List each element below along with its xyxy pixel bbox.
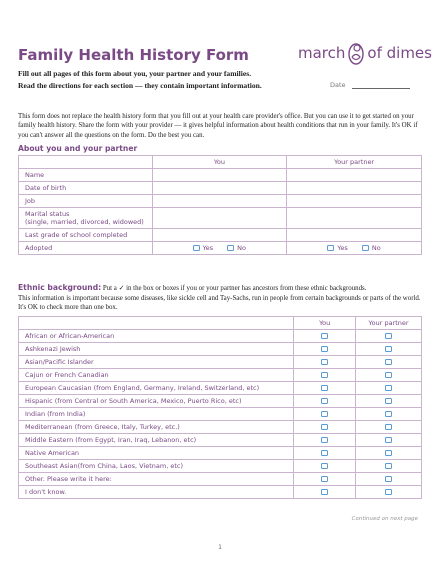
you-marital-field[interactable] xyxy=(152,208,287,229)
ethnic-you-cell xyxy=(294,486,356,499)
logo-mark-icon xyxy=(346,39,366,67)
ethnic-partner-checkbox[interactable] xyxy=(385,450,392,456)
ethnic-table xyxy=(18,316,422,499)
you-dob-field[interactable] xyxy=(152,182,287,195)
logo-text-of-dimes: of dimes xyxy=(367,44,432,62)
ethnic-you-checkbox[interactable] xyxy=(321,385,328,391)
ethnic-you-cell xyxy=(294,330,356,343)
partner-marital-field[interactable] xyxy=(287,208,422,229)
table-row xyxy=(19,447,422,460)
table-row xyxy=(19,408,422,421)
table-row xyxy=(19,382,422,395)
ethnic-partner-checkbox[interactable] xyxy=(385,463,392,469)
ethnic-partner-cell xyxy=(356,421,422,434)
no-label: No xyxy=(237,244,247,252)
ethnic-partner-checkbox[interactable] xyxy=(385,489,392,495)
ethnic-row-label: Southeast Asian(from China, Laos, Vietnam, etc) xyxy=(19,460,294,473)
ethnic-heading-text: Put a ✓ in the box or boxes if you or your partner has ancestors from these ethnic backgrounds. xyxy=(101,285,367,292)
row-label-dob: Date of birth xyxy=(19,182,153,195)
ethnic-you-checkbox[interactable] xyxy=(321,437,328,443)
ethnic-row-label: Mediterranean (from Greece, Italy, Turkey, etc.) xyxy=(19,421,294,434)
ethnic-row-label: African or African-American xyxy=(19,330,294,343)
ethnic-you-checkbox[interactable] xyxy=(321,411,328,417)
row-label-adopted: Adopted xyxy=(19,242,153,255)
ethnic-you-checkbox[interactable] xyxy=(321,463,328,469)
table-row xyxy=(19,182,422,195)
ethnic-section-heading: Ethnic background: xyxy=(18,283,102,292)
ethnic-you-cell xyxy=(294,408,356,421)
you-job-field[interactable] xyxy=(152,195,287,208)
ethnic-row-label: Cajun or French Canadian xyxy=(19,369,294,382)
ethnic-partner-checkbox[interactable] xyxy=(385,372,392,378)
ethnic-row-label: Middle Eastern (from Egypt, Iran, Iraq, Lebanon, etc) xyxy=(19,434,294,447)
ethnic-partner-cell xyxy=(356,486,422,499)
ethnic-partner-checkbox[interactable] xyxy=(385,476,392,482)
ethnic-partner-checkbox[interactable] xyxy=(385,333,392,339)
intro-directions xyxy=(18,68,262,92)
ethnic-row-label: Indian (from India) xyxy=(19,408,294,421)
partner-adopted-yes-checkbox[interactable] xyxy=(327,245,334,251)
partner-adopted-options xyxy=(287,242,422,255)
about-header-blank xyxy=(19,156,153,169)
partner-adopted-no-checkbox[interactable] xyxy=(362,245,369,251)
ethnic-partner-cell xyxy=(356,369,422,382)
ethnic-you-checkbox[interactable] xyxy=(321,359,328,365)
ethnic-paragraph: This information is important because some diseases, like sickle cell and Tay-Sachs, run in people from certain backgrounds or parts of the world. It's OK to check more than one box. xyxy=(18,295,421,312)
table-row xyxy=(19,369,422,382)
about-col-partner: Your partner xyxy=(287,156,422,169)
ethnic-partner-cell xyxy=(356,434,422,447)
table-row xyxy=(19,434,422,447)
partner-dob-field[interactable] xyxy=(287,182,422,195)
ethnic-row-label: European Caucasian (from England, Germany, Ireland, Switzerland, etc) xyxy=(19,382,294,395)
table-row xyxy=(19,356,422,369)
ethnic-you-cell xyxy=(294,343,356,356)
ethnic-you-cell xyxy=(294,421,356,434)
ethnic-partner-cell xyxy=(356,356,422,369)
ethnic-partner-cell xyxy=(356,408,422,421)
ethnic-you-cell xyxy=(294,447,356,460)
page-number: 1 xyxy=(218,544,222,551)
ethnic-you-cell xyxy=(294,369,356,382)
table-row xyxy=(19,229,422,242)
ethnic-you-checkbox[interactable] xyxy=(321,333,328,339)
ethnic-you-checkbox[interactable] xyxy=(321,372,328,378)
ethnic-partner-cell xyxy=(356,395,422,408)
ethnic-you-checkbox[interactable] xyxy=(321,450,328,456)
date-input-line[interactable] xyxy=(352,80,410,89)
ethnic-partner-checkbox[interactable] xyxy=(385,359,392,365)
ethnic-row-label: I don't know. xyxy=(19,486,294,499)
ethnic-col-you: You xyxy=(294,317,356,330)
intro-line-2: Read the directions for each section — they contain important information. xyxy=(18,81,262,90)
ethnic-partner-checkbox[interactable] xyxy=(385,385,392,391)
ethnic-partner-cell xyxy=(356,343,422,356)
ethnic-partner-checkbox[interactable] xyxy=(385,437,392,443)
table-row xyxy=(19,330,422,343)
ethnic-row-label: Ashkenazi Jewish xyxy=(19,343,294,356)
ethnic-partner-checkbox[interactable] xyxy=(385,398,392,404)
you-school-field[interactable] xyxy=(152,229,287,242)
you-adopted-no-checkbox[interactable] xyxy=(227,245,234,251)
form-title: Family Health History Form xyxy=(18,46,249,64)
ethnic-partner-checkbox[interactable] xyxy=(385,424,392,430)
yes-label: Yes xyxy=(337,244,348,252)
table-row xyxy=(19,343,422,356)
ethnic-table-body xyxy=(19,330,422,499)
ethnic-you-cell xyxy=(294,473,356,486)
table-row xyxy=(19,486,422,499)
marital-label: Marital status xyxy=(25,210,70,218)
ethnic-row-label: Native American xyxy=(19,447,294,460)
march-of-dimes-logo xyxy=(298,38,432,68)
logo-text-march: march xyxy=(298,44,346,62)
ethnic-header-blank xyxy=(19,317,294,330)
yes-label: Yes xyxy=(202,244,214,252)
about-col-you: You xyxy=(152,156,287,169)
ethnic-you-checkbox[interactable] xyxy=(321,476,328,482)
table-row xyxy=(19,195,422,208)
ethnic-row-label: Other. Please write it here: xyxy=(19,473,294,486)
intro-line-1: Fill out all pages of this form about you, your partner and your families. xyxy=(18,69,252,78)
about-table xyxy=(18,155,422,255)
you-adopted-options xyxy=(152,242,287,255)
ethnic-row-label: Hispanic (from Central or South America, Mexico, Puerto Rico, etc) xyxy=(19,395,294,408)
ethnic-you-cell xyxy=(294,395,356,408)
marital-sublabel: (single, married, divorced, widowed) xyxy=(25,218,144,226)
table-row xyxy=(19,169,422,182)
ethnic-partner-cell xyxy=(356,382,422,395)
ethnic-partner-cell xyxy=(356,473,422,486)
ethnic-partner-checkbox[interactable] xyxy=(385,346,392,352)
row-label-marital xyxy=(19,208,153,229)
partner-school-field[interactable] xyxy=(287,229,422,242)
row-label-school: Last grade of school completed xyxy=(19,229,153,242)
table-row xyxy=(19,242,422,255)
table-row xyxy=(19,208,422,229)
ethnic-you-checkbox[interactable] xyxy=(321,398,328,404)
ethnic-row-label: Asian/Pacific Islander xyxy=(19,356,294,369)
no-label: No xyxy=(371,244,381,252)
ethnic-partner-cell xyxy=(356,330,422,343)
ethnic-col-partner: Your partner xyxy=(356,317,422,330)
ethnic-you-checkbox[interactable] xyxy=(321,346,328,352)
table-row xyxy=(19,395,422,408)
ethnic-you-cell xyxy=(294,382,356,395)
ethnic-partner-cell xyxy=(356,447,422,460)
row-label-job: Job xyxy=(19,195,153,208)
ethnic-heading-line xyxy=(18,283,366,293)
ethnic-you-cell xyxy=(294,460,356,473)
ethnic-you-checkbox[interactable] xyxy=(321,489,328,495)
ethnic-partner-checkbox[interactable] xyxy=(385,411,392,417)
date-label: Date xyxy=(330,81,346,89)
partner-job-field[interactable] xyxy=(287,195,422,208)
ethnic-partner-cell xyxy=(356,460,422,473)
ethnic-you-cell xyxy=(294,434,356,447)
you-adopted-yes-checkbox[interactable] xyxy=(193,245,200,251)
date-field xyxy=(330,80,410,89)
table-row xyxy=(19,421,422,434)
about-section-heading: About you and your partner xyxy=(18,144,138,153)
table-row xyxy=(19,460,422,473)
table-row xyxy=(19,473,422,486)
intro-paragraph: This form does not replace the health history form that you fill out at your health care provider's office. But you can use it to get started on your family health history. Share the form with your provider — it gives helpful information about health conditions that run in your family. It's OK if you can't answer all the questions on the form. Do the best you can. xyxy=(18,113,418,139)
you-name-field[interactable] xyxy=(152,169,287,182)
ethnic-you-checkbox[interactable] xyxy=(321,424,328,430)
ethnic-you-cell xyxy=(294,356,356,369)
continued-note: Continued on next page xyxy=(351,516,418,522)
partner-name-field[interactable] xyxy=(287,169,422,182)
row-label-name: Name xyxy=(19,169,153,182)
